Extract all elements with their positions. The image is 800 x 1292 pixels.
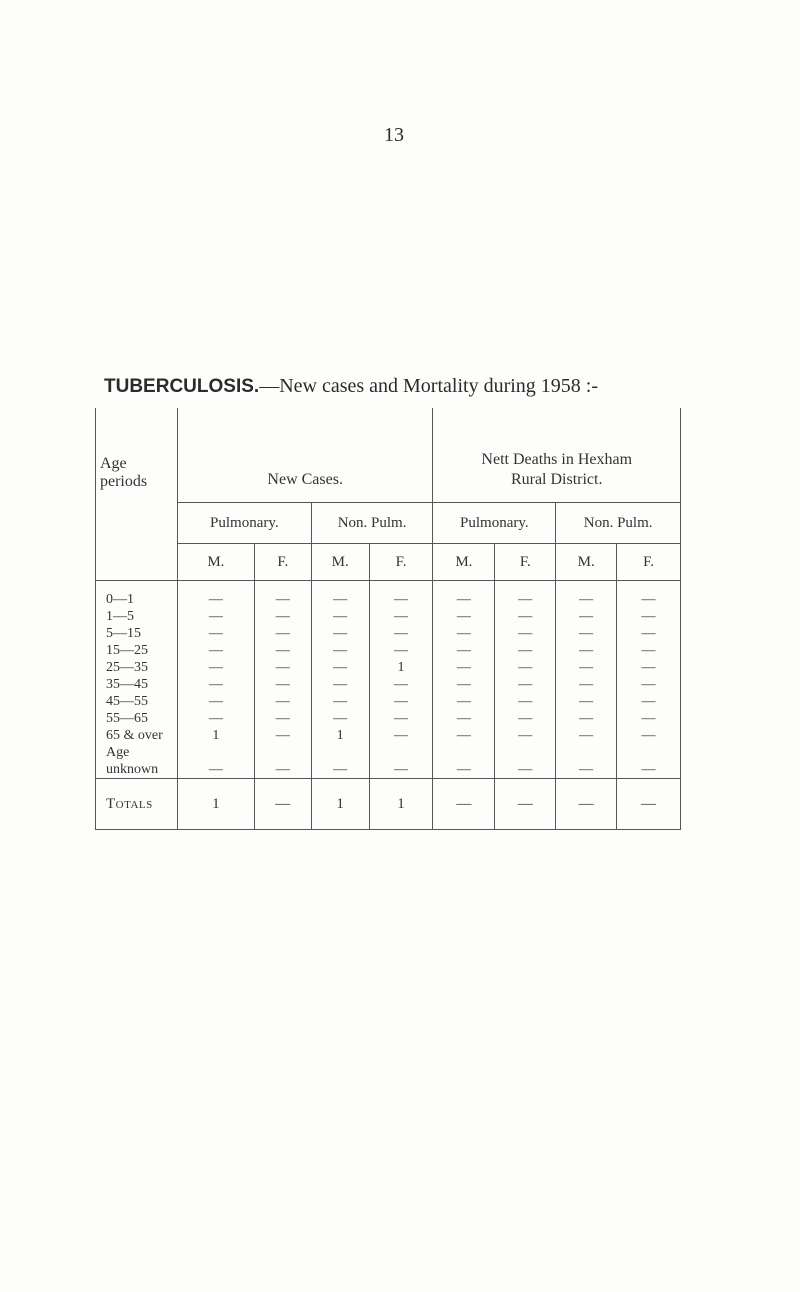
age-period-label: 1—5	[96, 608, 178, 625]
table-cell: —	[433, 591, 495, 608]
table-cell: —	[433, 625, 495, 642]
table-cell: —	[617, 744, 681, 779]
totals-cell: —	[433, 779, 495, 830]
table-cell: —	[369, 693, 433, 710]
table-cell: —	[311, 625, 369, 642]
heading-rest: —New cases and Mortality during 1958 :-	[259, 375, 599, 397]
age-period-label: 55—65	[96, 710, 178, 727]
age-unknown-label	[96, 744, 178, 779]
table-cell: —	[617, 608, 681, 625]
new-nonpulm-header: Non. Pulm.	[311, 503, 433, 544]
totals-label: Totals	[96, 779, 178, 830]
table-cell: —	[617, 625, 681, 642]
nett-deaths-line2: Rural District.	[510, 471, 603, 488]
table-cell: —	[208, 711, 223, 726]
table-cell: —	[556, 642, 617, 659]
table-cell: —	[254, 727, 311, 744]
new-pulmonary-header: Pulmonary.	[177, 503, 311, 544]
table-cell: —	[433, 710, 495, 727]
table-row	[96, 608, 681, 625]
table-cell: —	[311, 591, 369, 608]
table-cell: —	[617, 710, 681, 727]
table-cell: —	[433, 659, 495, 676]
table-cell: 1	[212, 728, 220, 743]
page-heading	[104, 375, 598, 398]
table-cell: —	[556, 676, 617, 693]
table-cell: 1	[311, 727, 369, 744]
deaths-pulmonary-header: Pulmonary.	[433, 503, 556, 544]
table-cell: —	[617, 727, 681, 744]
table-cell: —	[369, 608, 433, 625]
table-cell: —	[617, 693, 681, 710]
table-row	[96, 676, 681, 693]
table-cell: —	[311, 693, 369, 710]
table-cell: —	[617, 642, 681, 659]
table-cell: —	[617, 591, 681, 608]
table-cell: —	[254, 659, 311, 676]
table-cell: —	[433, 693, 495, 710]
table-cell: —	[208, 609, 223, 624]
table-row	[96, 625, 681, 642]
table-cell: —	[433, 608, 495, 625]
tuberculosis-table	[95, 408, 681, 830]
sex-header: M.	[177, 544, 254, 581]
table-cell: —	[311, 642, 369, 659]
table-cell: —	[495, 659, 556, 676]
age-unknown-line1: Age	[106, 745, 130, 760]
age-unknown-line2: unknown	[106, 762, 159, 777]
table-cell: —	[254, 710, 311, 727]
page-number: 13	[384, 124, 404, 146]
age-period-label: 65 & over	[96, 727, 178, 744]
table-cell: —	[369, 676, 433, 693]
table-row	[96, 710, 681, 727]
table-cell: —	[556, 591, 617, 608]
heading-lead: TUBERCULOSIS.	[104, 376, 260, 397]
table-cell: —	[369, 744, 433, 779]
sex-header: F.	[495, 544, 556, 581]
table-cell: —	[311, 676, 369, 693]
sex-header: M.	[433, 544, 495, 581]
table-cell: —	[208, 677, 223, 692]
table-cell: 1	[369, 659, 433, 676]
table-cell: —	[433, 744, 495, 779]
table-cell: —	[617, 676, 681, 693]
nett-deaths-header	[433, 408, 681, 503]
table-cell: —	[311, 659, 369, 676]
table-cell: —	[369, 710, 433, 727]
table-cell: —	[495, 710, 556, 727]
table-cell: —	[254, 676, 311, 693]
table-cell: —	[208, 762, 223, 777]
totals-cell: 1	[369, 779, 433, 830]
totals-cell: 1	[177, 779, 254, 830]
table-cell: —	[556, 659, 617, 676]
table-cell: —	[369, 642, 433, 659]
table-cell: —	[254, 591, 311, 608]
table-cell: —	[311, 608, 369, 625]
table-cell: —	[495, 608, 556, 625]
table-cell: —	[556, 727, 617, 744]
table-cell: —	[369, 727, 433, 744]
sex-header: F.	[369, 544, 433, 581]
sex-header: M.	[311, 544, 369, 581]
table-cell: —	[254, 744, 311, 779]
table-cell: —	[495, 625, 556, 642]
table-cell: —	[556, 744, 617, 779]
table-cell: —	[433, 642, 495, 659]
sex-header: M.	[556, 544, 617, 581]
table-row	[96, 659, 681, 676]
age-period-label: 35—45	[96, 676, 178, 693]
totals-cell: —	[254, 779, 311, 830]
table-cell: —	[208, 694, 223, 709]
table-cell: —	[556, 693, 617, 710]
sex-header: F.	[617, 544, 681, 581]
table-cell: —	[311, 710, 369, 727]
age-period-label: 15—25	[96, 642, 178, 659]
table-cell: —	[556, 625, 617, 642]
table-cell: —	[208, 592, 223, 607]
nett-deaths-line1: Nett Deaths in Hexham	[481, 451, 633, 468]
table-cell: —	[495, 642, 556, 659]
table-cell: —	[433, 676, 495, 693]
totals-cell: —	[617, 779, 681, 830]
table-cell: —	[208, 626, 223, 641]
age-period-label: 25—35	[96, 659, 178, 676]
table-cell: —	[208, 643, 223, 658]
table-row	[96, 642, 681, 659]
totals-cell: 1	[311, 779, 369, 830]
sex-header: F.	[254, 544, 311, 581]
age-periods-header: Age periods	[96, 408, 178, 503]
table-cell: —	[254, 625, 311, 642]
table-cell: —	[208, 660, 223, 675]
table-cell: —	[311, 744, 369, 779]
age-period-label: 45—55	[96, 693, 178, 710]
new-cases-header: New Cases.	[177, 408, 433, 503]
table-cell: —	[433, 727, 495, 744]
table-cell: —	[254, 608, 311, 625]
table-cell: —	[495, 727, 556, 744]
table-row	[96, 591, 681, 608]
deaths-nonpulm-header: Non. Pulm.	[556, 503, 681, 544]
table-row	[96, 727, 681, 744]
table-cell: —	[254, 693, 311, 710]
table-cell: —	[369, 625, 433, 642]
table-cell: —	[495, 744, 556, 779]
table-cell: —	[556, 608, 617, 625]
table-cell: —	[556, 710, 617, 727]
age-period-label: 0—1	[96, 591, 178, 608]
table-cell: —	[369, 591, 433, 608]
table-row	[96, 693, 681, 710]
table-cell: —	[495, 693, 556, 710]
age-period-label: 5—15	[96, 625, 178, 642]
table-cell: —	[495, 591, 556, 608]
totals-cell: —	[556, 779, 617, 830]
table-cell: —	[617, 659, 681, 676]
totals-cell: —	[495, 779, 556, 830]
table-cell: —	[254, 642, 311, 659]
table-cell: —	[495, 676, 556, 693]
